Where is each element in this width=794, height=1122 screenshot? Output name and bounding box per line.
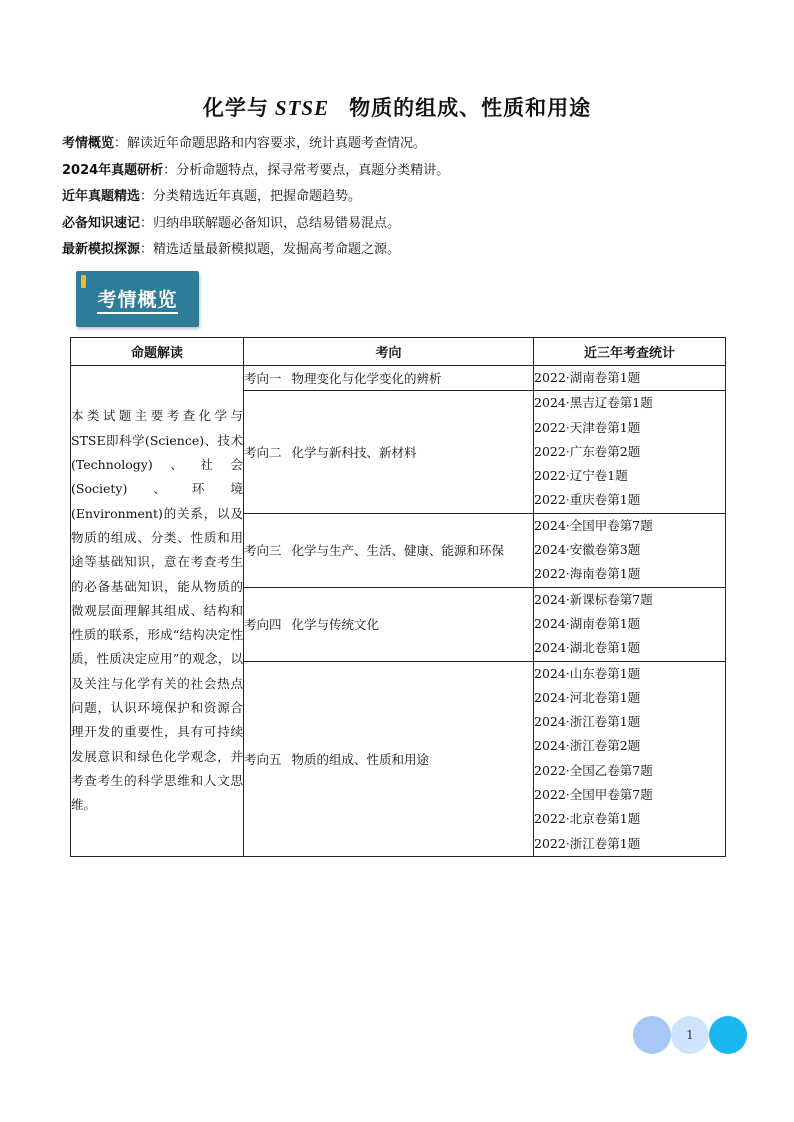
stat-item: 2024·新课标卷第7题 — [534, 591, 653, 607]
intro-text: ：分类精选近年真题，把握命题趋势。 — [140, 189, 362, 204]
stats-cell — [534, 661, 726, 856]
title-stse: STSE — [274, 96, 330, 120]
intro-text: ：精选适量最新模拟题，发掘高考命题之源。 — [140, 242, 401, 257]
stat-item: 2024·全国甲卷第7题 — [534, 517, 653, 533]
direction-topic: 化学与传统文化 — [291, 617, 380, 633]
table-row — [71, 366, 726, 391]
direction-topic: 化学与生产、生活、健康、能源和环保 — [291, 543, 505, 559]
pager-circle-right — [709, 1016, 747, 1054]
stat-item: 2022·广东卷第2题 — [534, 443, 641, 459]
direction-cell — [244, 661, 534, 856]
stat-item: 2024·湖北卷第1题 — [534, 640, 641, 656]
stat-item: 2024·河北卷第1题 — [534, 689, 641, 705]
title-suffix: 物质的组成、性质和用途 — [349, 95, 592, 120]
intro-key: 考情概览 — [62, 136, 115, 151]
stat-item: 2022·北京卷第1题 — [534, 811, 641, 827]
header-statistics: 近三年考查统计 — [534, 338, 726, 366]
direction-topic: 物理变化与化学变化的辨析 — [291, 371, 442, 387]
stats-cell — [534, 366, 726, 391]
header-interpretation: 命题解读 — [71, 338, 244, 366]
page-number: 1 — [686, 1028, 694, 1042]
stat-item: 2024·安徽卷第3题 — [534, 542, 641, 558]
direction-topic: 物质的组成、性质和用途 — [291, 751, 430, 767]
direction-topic: 化学与新科技、新材料 — [291, 445, 417, 461]
intro-key: 近年真题精选 — [62, 189, 141, 204]
stat-item: 2022·全国甲卷第7题 — [534, 787, 653, 803]
intro-line — [62, 134, 449, 161]
stat-item: 2024·浙江卷第2题 — [534, 738, 641, 754]
intro-text: ：归纳串联解题必备知识，总结易错易混点。 — [140, 215, 401, 231]
stat-item: 2022·重庆卷第1题 — [534, 492, 641, 508]
intro-key: 必备知识速记 — [62, 215, 141, 231]
table-header-row — [71, 338, 726, 366]
intro-line — [62, 161, 449, 188]
stat-item: 2024·黑吉辽卷第1题 — [534, 395, 653, 411]
direction-cell — [244, 366, 534, 391]
stat-item: 2022·湖南卷第1题 — [534, 370, 641, 385]
stat-item: 2024·浙江卷第1题 — [534, 714, 641, 730]
direction-cell — [244, 513, 534, 587]
title-prefix: 化学与 — [202, 95, 269, 120]
intro-key: 2024年真题研析 — [62, 162, 164, 178]
exam-analysis-table — [70, 337, 726, 857]
stats-cell — [534, 587, 726, 661]
intro-line — [62, 187, 449, 214]
page-title — [0, 92, 794, 122]
intro-line — [62, 240, 449, 267]
intro-line — [62, 214, 449, 241]
interpretation-cell: 本类试题主要考查化学与STSE即科学(Science)、技术(Technology)、社会(Society)、环境(Environment)的关系，以及物质的组成、分类、性质和用途等基础知识，意在考查考生的必备基础知识，能从物质的微观层面理解其组成、结构和性质的联系，形成“结构决定性质，性质决定应用”的观念，以及关注与化学有关的社会热点问题，认识环境保护和资源合理开发的重要性，具有可持续发展意识和绿色化学观念，并考查考生的科学思维和人文思维。 — [71, 366, 244, 857]
intro-text: ：分析命题特点，探寻常考要点，真题分类精讲。 — [163, 162, 450, 178]
page-number-indicator — [633, 1016, 748, 1054]
stats-cell — [534, 513, 726, 587]
intro-text: ：解读近年命题思路和内容要求，统计真题考查情况。 — [114, 136, 427, 151]
direction-label: 考向二 — [244, 445, 282, 461]
stat-item: 2024·山东卷第1题 — [534, 665, 641, 681]
header-direction: 考向 — [244, 338, 534, 366]
direction-cell — [244, 587, 534, 661]
stat-item: 2022·浙江卷第1题 — [534, 835, 641, 851]
intro-key: 最新模拟探源 — [62, 242, 141, 257]
intro-list — [62, 134, 449, 267]
pager-circle-left — [633, 1016, 671, 1054]
direction-cell — [244, 391, 534, 513]
stat-item: 2024·湖南卷第1题 — [534, 615, 641, 631]
stat-item: 2022·海南卷第1题 — [534, 566, 641, 582]
direction-label: 考向一 — [244, 371, 282, 387]
badge-label: 考情概览 — [76, 285, 199, 312]
direction-label: 考向三 — [244, 543, 282, 559]
stat-item: 2022·全国乙卷第7题 — [534, 762, 653, 778]
stat-item: 2022·天津卷第1题 — [534, 419, 641, 435]
stats-cell — [534, 391, 726, 513]
section-badge — [76, 271, 199, 327]
direction-label: 考向五 — [244, 751, 282, 767]
stat-item: 2022·辽宁卷1题 — [534, 468, 628, 484]
direction-label: 考向四 — [244, 617, 282, 633]
